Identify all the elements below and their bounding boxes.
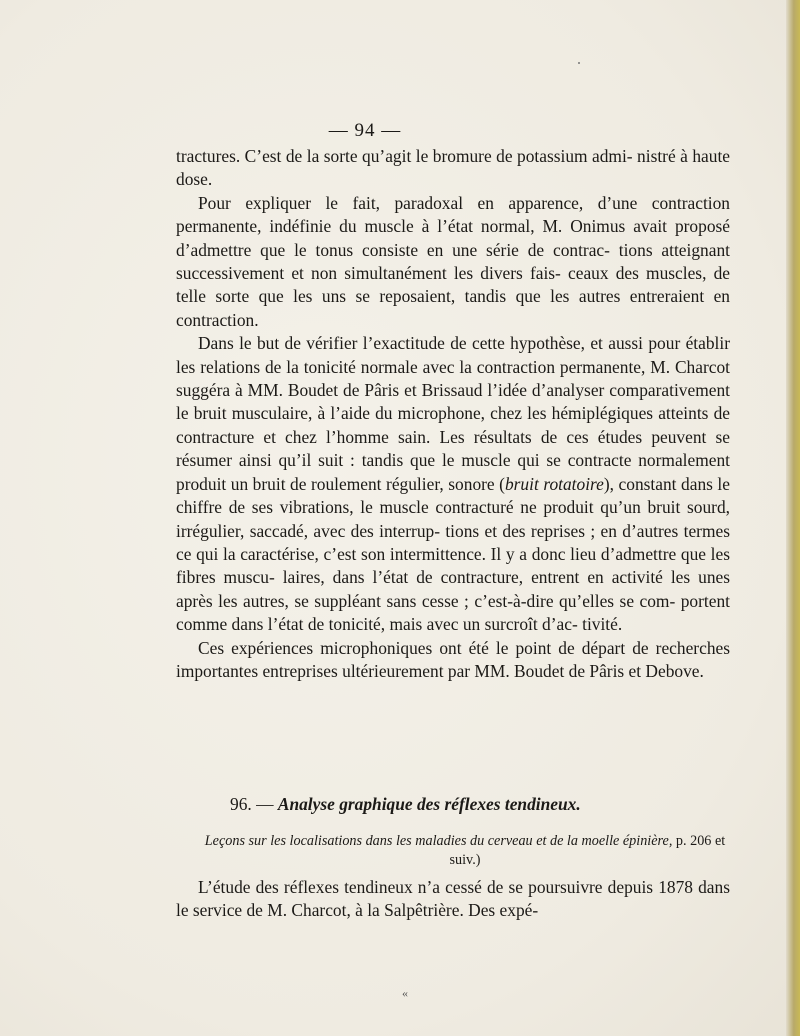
- page-number: — 94 —: [328, 120, 402, 141]
- section-heading: [230, 794, 581, 815]
- page-edge: [786, 0, 800, 1036]
- paragraph-5: L’étude des réflexes tendineux n’a cessé de se poursuivre depuis 1878 dans le service de M. Charcot, à la Salpêtrière. Des expé-: [176, 877, 730, 921]
- section-title: Analyse graphique des réflexes tendineux.: [277, 794, 581, 814]
- section-number: 96. —: [230, 794, 274, 814]
- reference-italic: Leçons sur les localisations dans les maladies du cerveau et de la moelle épinière,: [204, 833, 673, 849]
- page-mark: «: [402, 986, 408, 1000]
- main-text: [176, 145, 730, 683]
- section-reference: [200, 832, 730, 870]
- paragraph-2: Pour expliquer le fait, paradoxal en apparence, d’une contraction permanente, indéfinie du muscle à l’état normal, M. Onimus avait proposé d’admettre que le tonus consiste en une série de contrac- tions atteignant successivement et non simultanément les divers fais- ceaux des muscles, de telle sorte que les uns se reposaient, tandis que les autres entreraient en contraction.: [176, 192, 730, 330]
- paragraph-3-text-b: ), constant dans le chiffre de ses vibrations, le muscle contracturé ne produit qu’un bruit sourd, irrégulier, saccadé, avec des interrup- tions et des reprises ; en d’autres termes ce qui la caractérise, c’est son intermittence. Il y a donc lieu d’admettre que les fibres muscu- laires, dans l’état de contracture, entrent en activité les unes après les autres, se suppléant sans cesse ; c’est-à-dire qu’elles se com- portent comme dans l’état de tonicité, mais avec un surcroît d’ac- tivité.: [176, 473, 730, 635]
- paragraph-4: Ces expériences microphoniques ont été le point de départ de recherches importantes entreprises ultérieurement par MM. Boudet de Pâris et Debove.: [176, 637, 730, 681]
- speck: [578, 62, 580, 64]
- paragraph-3: [176, 332, 730, 636]
- paragraph-1: tractures. C’est de la sorte qu’agit le bromure de potassium admi- nistré à haute dose.: [176, 146, 730, 190]
- closing-text: [176, 876, 730, 923]
- paragraph-3-italic-term: bruit rotatoire: [504, 473, 604, 494]
- paragraph-3-text-a: Dans le but de vérifier l’exactitude de cette hypothèse, et aussi pour établir les relations de la tonicité normale avec la contraction permanente, M. Charcot suggéra à MM. Boudet de Pâris et Brissaud l’idée d’analyser comparativement le bruit musculaire, à l’aide du microphone, chez les hémiplégiques atteints de contracture et chez l’homme sain. Les résultats de ces études peuvent se résumer ainsi qu’il suit : tandis que le muscle qui se contracte normalement produit un bruit de roulement régulier, sonore (: [176, 333, 730, 494]
- reference-plain: p. 206 et suiv.): [449, 833, 726, 868]
